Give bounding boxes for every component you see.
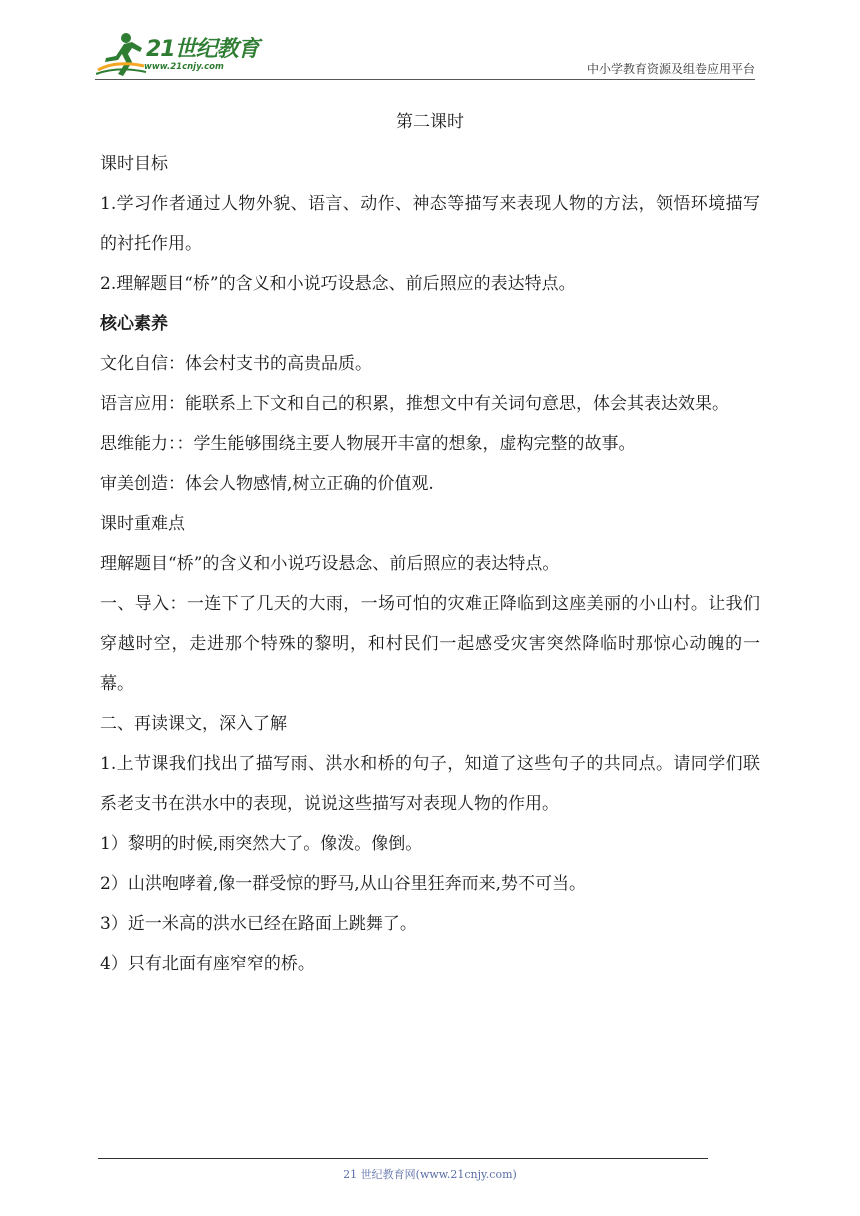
quote-item-1: 1）黎明的时候,雨突然大了。像泼。像倒。 bbox=[100, 834, 423, 854]
goal-item-1: 1.学习作者通过人物外貌、语言、动作、神态等描写来表现人物的方法，领悟环境描写的衬托作用。 bbox=[100, 194, 760, 254]
runner-logo-icon bbox=[96, 30, 148, 78]
intro-paragraph: 一、导入：一连下了几天的大雨，一场可怕的灾难正降临到这座美丽的小山村。让我们穿越时空，走进那个特殊的黎明，和村民们一起感受灾害突然降临时那惊心动魄的一幕。 bbox=[100, 594, 760, 694]
literacy-language: 语言应用：能联系上下文和自己的积累，推想文中有关词句意思，体会其表达效果。 bbox=[100, 394, 729, 414]
logo-url: www.21cnjy.com bbox=[144, 62, 224, 72]
page-footer: 21 世纪教育网(www.21cnjy.com) bbox=[343, 1168, 517, 1181]
page-title: 第二课时 bbox=[396, 112, 464, 132]
quote-item-4: 4）只有北面有座窄窄的桥。 bbox=[100, 954, 315, 974]
reread-question: 1.上节课我们找出了描写雨、洪水和桥的句子，知道了这些句子的共同点。请同学们联系老支书在洪水中的表现，说说这些描写对表现人物的作用。 bbox=[100, 754, 760, 814]
goal-item-2: 2.理解题目“桥”的含义和小说巧设悬念、前后照应的表达特点。 bbox=[100, 274, 576, 294]
section-heading-literacy: 核心素养 bbox=[100, 314, 168, 334]
section-heading-goals: 课时目标 bbox=[100, 154, 168, 174]
section-heading-reread: 二、再读课文，深入了解 bbox=[100, 714, 287, 734]
section-heading-keypoints: 课时重难点 bbox=[100, 514, 185, 534]
header-divider bbox=[95, 79, 755, 80]
page-header bbox=[0, 0, 860, 90]
document-body bbox=[100, 100, 760, 984]
quote-item-3: 3）近一米高的洪水已经在路面上跳舞了。 bbox=[100, 914, 417, 934]
literacy-culture: 文化自信：体会村支书的高贵品质。 bbox=[100, 354, 372, 374]
literacy-aesthetic: 审美创造：体会人物感情,树立正确的价值观. bbox=[100, 474, 434, 494]
header-platform-label: 中小学教育资源及组卷应用平台 bbox=[586, 62, 755, 76]
literacy-thinking: 思维能力：：学生能够围绕主要人物展开丰富的想象，虚构完整的故事。 bbox=[100, 434, 636, 454]
logo-text: 21世纪教育 bbox=[146, 37, 259, 62]
footer-divider bbox=[98, 1158, 708, 1159]
site-logo bbox=[96, 30, 266, 80]
quote-item-2: 2）山洪咆哮着,像一群受惊的野马,从山谷里狂奔而来,势不可当。 bbox=[100, 874, 587, 894]
keypoints-text: 理解题目“桥”的含义和小说巧设悬念、前后照应的表达特点。 bbox=[100, 554, 560, 574]
